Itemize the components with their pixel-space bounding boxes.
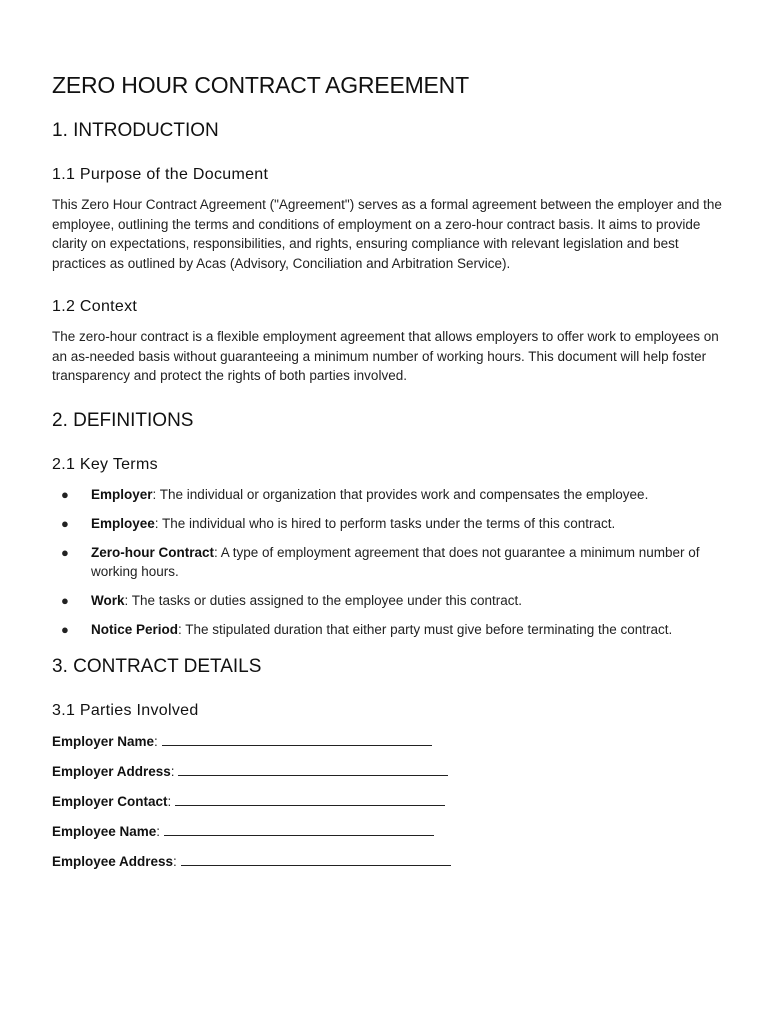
list-item: [52, 591, 722, 611]
list-item: [52, 514, 722, 534]
term-label: Work: [91, 593, 125, 608]
key-terms-list: [52, 485, 722, 640]
field-separator: :: [156, 823, 164, 839]
field-separator: :: [167, 793, 176, 809]
term-label: Notice Period: [91, 622, 179, 637]
term-label: Employee: [91, 515, 155, 531]
field-label: Employee Name: [52, 823, 157, 839]
field-label: Employee Address: [52, 853, 174, 869]
term-description: : The individual or organization that provides work and compensates the employee.: [152, 486, 649, 502]
field-separator: :: [170, 763, 179, 779]
employee-name-blank[interactable]: [164, 821, 434, 836]
bullet-icon: ●: [61, 515, 69, 531]
term-label: Zero-hour Contract: [91, 544, 214, 560]
document-title: ZERO HOUR CONTRACT AGREEMENT: [52, 72, 469, 98]
employer-address-blank[interactable]: [178, 761, 448, 776]
employee-address-field: [52, 851, 722, 872]
field-label: Employer Name: [52, 733, 155, 749]
employer-name-field: [52, 731, 722, 752]
context-paragraph: The zero-hour contract is a flexible employment agreement that allows employers to offer work to employees on an as-needed basis without guaranteeing a minimum number of working hours. This document will help foster transparency and protect the rights of both parties involved.: [52, 329, 719, 383]
bullet-icon: ●: [61, 486, 69, 502]
document-page: [52, 70, 722, 881]
term-description: : The individual who is hired to perform tasks under the terms of this contract.: [154, 515, 616, 531]
subsection-heading-key-terms: 2.1 Key Terms: [52, 455, 158, 473]
term-description: : The stipulated duration that either party must give before terminating the contract.: [178, 622, 673, 637]
bullet-icon: ●: [61, 593, 69, 608]
term-description: : A type of employment agreement that does not guarantee a minimum number of working hours.: [91, 544, 700, 579]
section-heading-contract-details: 3. CONTRACT DETAILS: [52, 655, 262, 677]
purpose-paragraph: This Zero Hour Contract Agreement ("Agreement") serves as a formal agreement between the employer and the employee, outlining the terms and conditions of employment on a zero-hour contract basis. It aims to provide clarity on expectations, responsibilities, and rights, ensuring compliance with relevant legislation and best practices as outlined by Acas (Advisory, Conciliation and Arbitration Service).: [52, 197, 722, 271]
employer-contact-blank[interactable]: [175, 791, 445, 806]
bullet-icon: ●: [61, 544, 69, 560]
field-separator: :: [154, 733, 162, 749]
list-item: [52, 485, 722, 505]
subsection-heading-purpose: 1.1 Purpose of the Document: [52, 166, 269, 183]
section-heading-definitions: 2. DEFINITIONS: [52, 409, 194, 431]
field-separator: :: [173, 853, 181, 869]
employee-address-blank[interactable]: [181, 851, 451, 866]
employer-name-blank[interactable]: [162, 731, 432, 746]
field-label: Employer Address: [52, 763, 171, 779]
term-description: : The tasks or duties assigned to the employee under this contract.: [124, 593, 522, 608]
term-label: Employer: [91, 486, 153, 502]
employee-name-field: [52, 821, 722, 842]
subsection-heading-context: 1.2 Context: [52, 298, 138, 315]
subsection-heading-parties: 3.1 Parties Involved: [52, 701, 199, 719]
section-heading-introduction: 1. INTRODUCTION: [52, 120, 219, 141]
bullet-icon: ●: [61, 622, 69, 637]
employer-address-field: [52, 761, 722, 782]
list-item: [52, 543, 722, 582]
list-item: [52, 620, 722, 640]
field-label: Employer Contact: [52, 793, 168, 809]
employer-contact-field: [52, 791, 722, 812]
